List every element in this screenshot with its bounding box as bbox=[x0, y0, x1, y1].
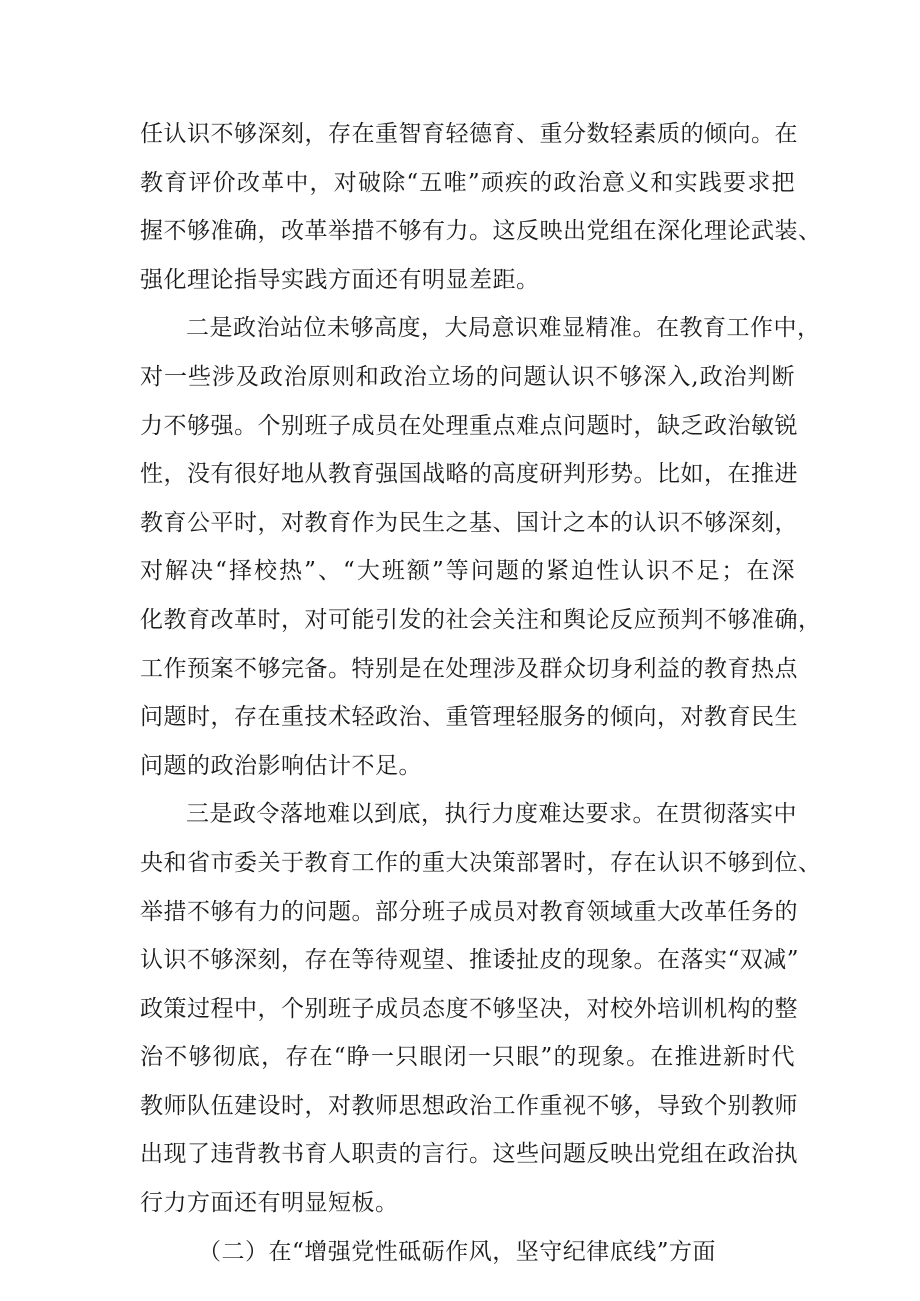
text-line: 对一些涉及政治原则和政治立场的问题认识不够深入,政治判断 bbox=[140, 363, 795, 390]
text-line: 教育公平时，对教育作为民生之基、国计之本的认识不够深刻， bbox=[140, 509, 798, 536]
text-line: 教师队伍建设时，对教师思想政治工作重视不够，导致个别教师 bbox=[140, 1092, 798, 1119]
text-line: 化教育改革时，对可能引发的社会关注和舆论反应预判不够准确， bbox=[140, 606, 822, 633]
text-line: 强化理论指导实践方面还有明显差距。 bbox=[140, 266, 540, 293]
text-line: 央和省市委关于教育工作的重大决策部署时，存在认识不够到位、 bbox=[140, 849, 822, 876]
text-line: 治不够彻底，存在“睁一只眼闭一只眼”的现象。在推进新时代 bbox=[140, 1044, 795, 1071]
text-line: 二是政治站位未够高度，大局意识难显精准。在教育工作中， bbox=[186, 315, 821, 342]
text-line: 工作预案不够完备。特别是在处理涉及群众切身利益的教育热点 bbox=[140, 655, 798, 682]
text-line: 性，没有很好地从教育强国战略的高度研判形势。比如，在推进 bbox=[140, 461, 798, 488]
text-line: 教育评价改革中，对破除“五唯”顽疾的政治意义和实践要求把 bbox=[140, 169, 795, 196]
paragraph-3 bbox=[140, 790, 822, 1227]
text-line: 任认识不够深刻，存在重智育轻德育、重分数轻素质的倾向。在 bbox=[140, 121, 798, 147]
text-line: 三是政令落地难以到底，执行力度难达要求。在贯彻落实中 bbox=[186, 801, 797, 828]
text-line: 握不够准确，改革举措不够有力。这反映出党组在深化理论武装、 bbox=[140, 218, 822, 245]
text-line: 对解决“择校热”、“大班额”等问题的紧迫性认识不足；在深 bbox=[140, 558, 795, 585]
document-body bbox=[140, 110, 822, 1276]
text-line: 问题的政治影响估计不足。 bbox=[140, 752, 422, 779]
text-line: 出现了违背教书育人职责的言行。这些问题反映出党组在政治执 bbox=[140, 1141, 798, 1168]
text-line: 认识不够深刻，存在等待观望、推诿扯皮的现象。在落实“双减” bbox=[140, 947, 800, 974]
paragraph-2 bbox=[140, 304, 822, 790]
text-line: 行力方面还有明显短板。 bbox=[140, 1190, 399, 1217]
text-line: 力不够强。个别班子成员在处理重点难点问题时，缺乏政治敏锐 bbox=[140, 412, 798, 439]
text-line: 问题时，存在重技术轻政治、重管理轻服务的倾向，对教育民生 bbox=[140, 704, 798, 731]
section-heading: （二）在“增强党性砥砺作风，坚守纪律底线”方面 bbox=[198, 1238, 717, 1265]
text-line: 政策过程中，个别班子成员态度不够坚决，对校外培训机构的整 bbox=[140, 995, 798, 1022]
paragraph-1 bbox=[140, 110, 822, 304]
text-line: 举措不够有力的问题。部分班子成员对教育领域重大改革任务的 bbox=[140, 898, 798, 925]
